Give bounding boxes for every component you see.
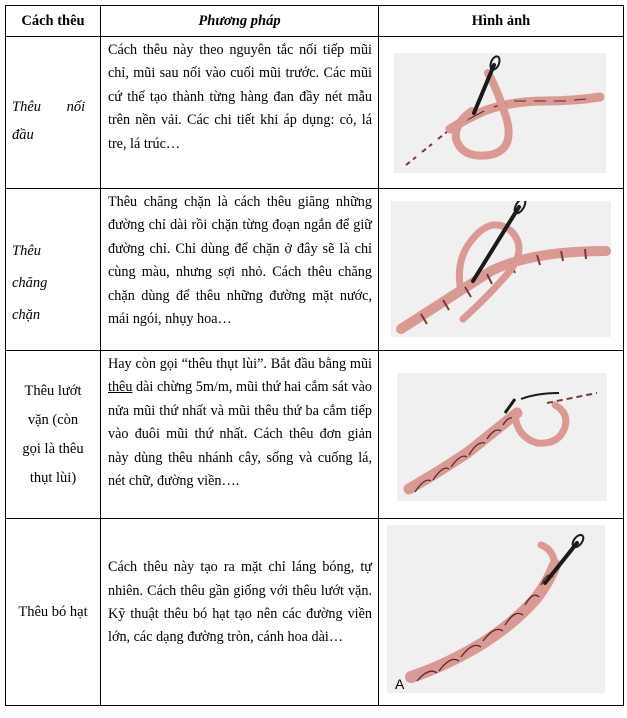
table-row xyxy=(6,37,624,189)
header-row xyxy=(6,6,624,37)
header-cach-theu: Cách thêu xyxy=(6,6,101,37)
stitch-name-part: Thêu xyxy=(12,243,41,259)
stitch-image-cell xyxy=(379,189,624,351)
header-hinh-anh: Hình ảnh xyxy=(379,6,624,37)
stitch-method xyxy=(101,351,379,519)
stitch-method: Cách thêu này theo nguyên tắc nối tiếp mũi chỉ, mũi sau nối vào cuối mũi trước. Các mũi cứ thế tạo thành từng hàng đan đầy nét mẫu trên nền vải. Các chi tiết khi áp dụng: cỏ, lá tre, lá trúc… xyxy=(101,37,379,189)
stem-stitch-illustration xyxy=(397,373,607,501)
method-underlined: thêu xyxy=(108,379,133,396)
stitch-name-part: gọi là thêu xyxy=(22,440,84,457)
stitch-name-part: Thêu nối xyxy=(12,99,86,115)
stitch-method: Thêu chăng chặn là cách thêu giăng những đường chỉ dài rồi chặn từng đoạn ngắn để giữ đường chỉ. Chỉ dùng để chặn ở đây sẽ là chỉ cùng màu, nhưng sợi nhỏ. Cách thêu chăng chặn dùng để thêu những đường mặt nước, mái ngói, nhụy hoa… xyxy=(101,189,379,351)
stitch-name-part: Thêu lướt xyxy=(24,382,82,399)
stitch-name xyxy=(6,189,101,351)
method-text: dài chừng 5m/m, mũi thứ hai cắm sát vào nửa mũi thứ nhất và mũi thêu thứ ba cắm tiếp vào đuôi mũi thứ nhất. Cách thêu đơn giản này dùng thêu nhánh cây, sống và cuống lá, nét chữ, đường viền…. xyxy=(108,379,372,490)
stitch-name-part: đầu xyxy=(12,127,34,143)
stitch-table xyxy=(5,5,624,706)
stitch-image-cell xyxy=(379,37,624,189)
stitch-name xyxy=(6,351,101,519)
stitch-image-cell xyxy=(379,351,624,519)
stitch-name-part: chăng xyxy=(12,275,48,291)
table-row xyxy=(6,189,624,351)
header-phuong-phap: Phương pháp xyxy=(101,6,379,37)
stitch-name-part: thụt lùi) xyxy=(29,469,77,486)
couching-stitch-illustration xyxy=(391,201,611,337)
satin-stem-stitch-illustration xyxy=(387,525,605,693)
image-label: A xyxy=(395,676,405,692)
table-row xyxy=(6,351,624,519)
outline-stitch-illustration xyxy=(394,53,606,173)
stitch-image-cell xyxy=(379,519,624,706)
stitch-name-part: vặn (còn xyxy=(27,411,79,428)
stitch-name-part: chặn xyxy=(12,307,41,323)
stitch-name xyxy=(6,37,101,189)
stitch-name xyxy=(6,519,101,706)
stitch-name-part: Thêu bó hạt xyxy=(18,604,88,620)
table-row xyxy=(6,519,624,706)
stitch-method: Cách thêu này tạo ra mặt chỉ láng bóng, tự nhiên. Cách thêu gần giống với thêu lướt vặn. Kỹ thuật thêu bó hạt tạo nên các đường viền lớn, các dạng đường tròn, cánh hoa dài… xyxy=(101,519,379,706)
method-text: Hay còn gọi “thêu thụt lùi”. Bắt đầu bằng mũi xyxy=(108,356,372,372)
